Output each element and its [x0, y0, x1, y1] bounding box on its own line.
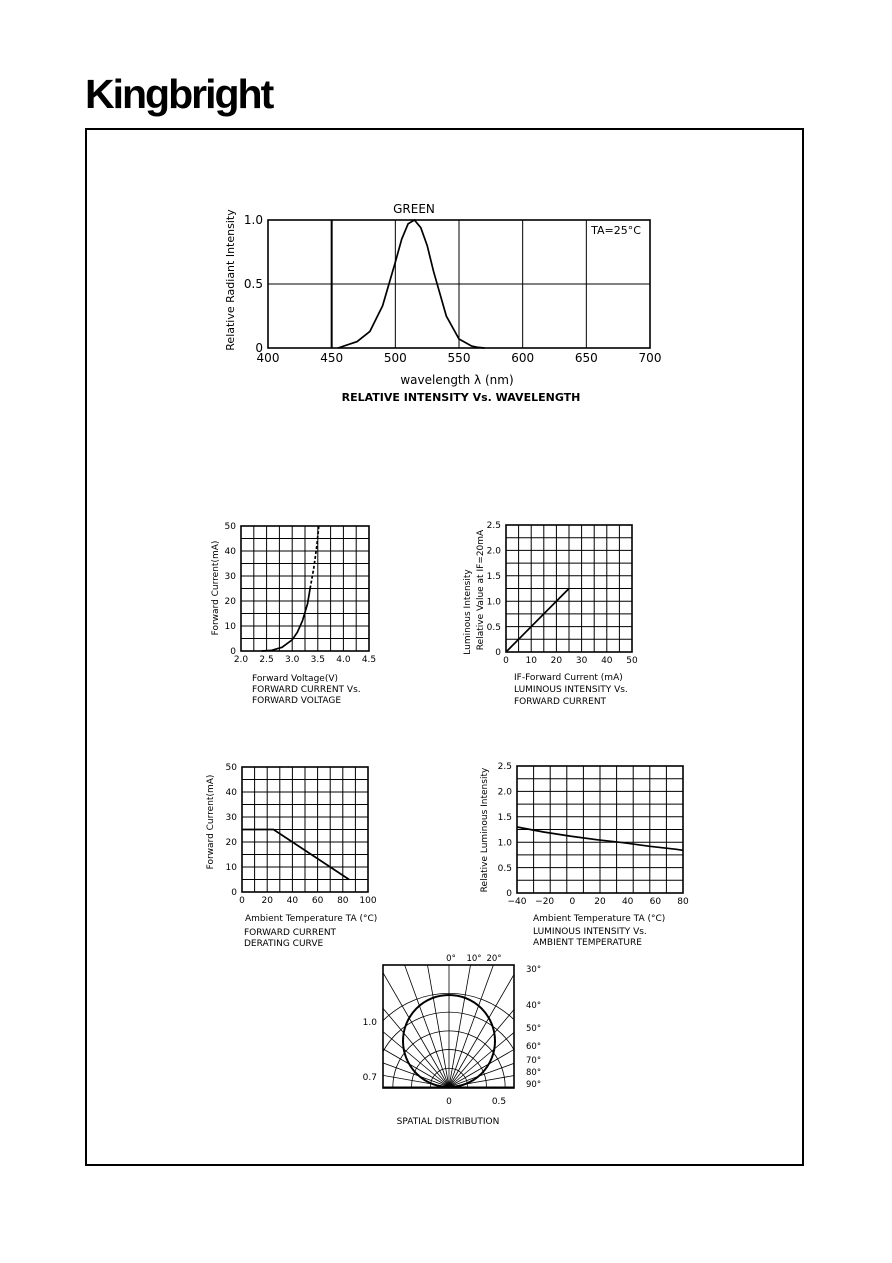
polar-bottom-label: 0.5 [491, 1097, 507, 1107]
derating-xtick-label: 60 [311, 896, 324, 906]
polar-frame [383, 965, 514, 1088]
iv-ytick-label: 30 [224, 572, 236, 583]
li-x-axis-label: IF-Forward Current (mA) [514, 673, 623, 683]
temp-title-line: AMBIENT TEMPERATURE [533, 938, 642, 948]
li-y-axis-label: Luminous Intensity [463, 569, 473, 655]
polar-angle-label: 70° [526, 1056, 542, 1066]
li-xtick-label: 50 [626, 656, 638, 666]
derating-ytick-label: 40 [225, 788, 237, 799]
polar-angle-label: 90° [526, 1080, 542, 1090]
li-ytick-label: 1.5 [486, 571, 501, 582]
derating-ytick-label: 50 [225, 763, 237, 774]
iv-xtick-label: 3.0 [285, 655, 300, 665]
temp-xtick-label: 80 [677, 897, 689, 907]
li-xtick-label: 20 [550, 656, 563, 666]
polar-angle-label: 0° [446, 954, 456, 964]
temp-xtick-label: 20 [594, 897, 606, 907]
temp-title-line: LUMINOUS INTENSITY Vs. [533, 927, 647, 937]
iv-ytick-label: 50 [224, 522, 236, 533]
li-ytick-label: 2.5 [486, 521, 501, 532]
li-ytick-label: 1.0 [486, 597, 501, 608]
spectrum-xtick-label: 400 [256, 351, 280, 365]
iv-xtick-label: 2.5 [259, 655, 274, 665]
polar-plot-group [293, 931, 605, 1181]
li-title-line: FORWARD CURRENT [514, 697, 607, 707]
iv-title-line: FORWARD VOLTAGE [252, 696, 342, 706]
iv-ytick-label: 20 [224, 597, 236, 608]
derating-ytick-label: 10 [225, 863, 237, 874]
derating-title-line: DERATING CURVE [244, 939, 324, 949]
temp-y-axis-label: Relative Luminous Intensity [480, 767, 490, 893]
temp-xtick-label: 0 [569, 897, 576, 907]
temp-xtick-label: 40 [621, 897, 634, 907]
polar-angle-label: 50° [526, 1024, 542, 1034]
spectrum-title: RELATIVE INTENSITY Vs. WAVELENGTH [341, 391, 581, 404]
spectrum-xtick-label: 650 [574, 351, 598, 365]
li-xtick-label: 10 [525, 656, 537, 666]
iv-ytick-label: 10 [224, 622, 236, 633]
polar-angle-label: 30° [526, 965, 542, 975]
derating-xtick-label: 40 [286, 896, 299, 906]
polar-angle-label: 10° [466, 954, 482, 964]
polar-radial-label: 1.0 [362, 1018, 377, 1028]
derating-ytick-label: 0 [231, 888, 237, 899]
iv-xtick-label: 4.0 [336, 655, 351, 665]
derating-x-axis-label: Ambient Temperature TA (°C) [245, 914, 378, 924]
spectrum-xtick-label: 700 [638, 351, 662, 365]
spectrum-xtick-label: 600 [511, 351, 535, 365]
li-xtick-label: 0 [503, 656, 509, 666]
spectrum-temperature-annotation: TA=25°C [591, 224, 641, 237]
iv-ytick-label: 40 [224, 547, 236, 558]
temp-ytick-label: 2.5 [497, 762, 512, 773]
temp-x-axis-label: Ambient Temperature TA (°C) [533, 914, 666, 924]
polar-angle-label: 60° [526, 1042, 542, 1052]
spectrum-ytick-label: 0.5 [243, 277, 263, 292]
temp-ytick-label: 1.0 [497, 838, 512, 849]
temp-xtick-label: −20 [535, 897, 555, 907]
iv-title-line: FORWARD CURRENT Vs. [252, 685, 361, 695]
spectrum-series-label: GREEN [393, 202, 435, 216]
spectrum-xtick-label: 450 [320, 351, 344, 365]
li-ytick-label: 0 [495, 648, 501, 659]
derating-ytick-label: 20 [225, 838, 237, 849]
iv-xtick-label: 3.5 [310, 655, 325, 665]
polar-angle-line [449, 1009, 584, 1087]
spectrum-y-axis-label: Relative Radiant Intensity [224, 209, 237, 351]
derating-xtick-label: 20 [261, 896, 273, 906]
derating-y-axis-label: Forward Current(mA) [206, 774, 216, 870]
iv-xtick-label: 4.5 [361, 655, 377, 665]
polar-title: SPATIAL DISTRIBUTION [396, 1117, 500, 1127]
li-xtick-label: 30 [575, 656, 588, 666]
brand-logo: Kingbright [85, 71, 273, 117]
spectrum-xtick-label: 550 [447, 351, 471, 365]
temp-ytick-label: 0.5 [497, 863, 512, 874]
iv-ytick-label: 0 [230, 647, 236, 658]
spectrum-ytick-label: 0 [255, 341, 263, 356]
derating-xtick-label: 80 [337, 896, 349, 906]
temp-ytick-label: 0 [506, 889, 512, 900]
li-ytick-label: 0.5 [486, 622, 501, 633]
temp-xtick-label: −40 [507, 897, 527, 907]
iv-x-axis-label: Forward Voltage(V) [252, 674, 338, 684]
li-title-line: LUMINOUS INTENSITY Vs. [514, 685, 628, 695]
derating-ytick-label: 30 [225, 813, 237, 824]
polar-radial-label: 0.7 [362, 1073, 377, 1083]
iv-y-axis-label: Forward Current(mA) [211, 540, 221, 636]
derating-xtick-label: 100 [359, 896, 377, 906]
spectrum-ytick-label: 1.0 [243, 213, 263, 228]
li-xtick-label: 40 [601, 656, 613, 666]
spectrum-xtick-label: 500 [383, 351, 407, 365]
spectrum-x-axis-label: wavelength λ (nm) [400, 373, 514, 387]
li-series-line [506, 589, 569, 653]
iv-series-line [262, 589, 311, 652]
iv-xtick-label: 2.0 [233, 655, 249, 665]
polar-angle-label: 20° [486, 954, 502, 964]
polar-bottom-label: 0 [446, 1097, 452, 1107]
derating-title-line: FORWARD CURRENT [244, 928, 337, 938]
temp-xtick-label: 60 [649, 897, 662, 907]
polar-angle-label: 40° [526, 1001, 542, 1011]
li-y-axis-label: Relative Value at IF=20mA [476, 529, 486, 651]
polar-angle-label: 80° [526, 1068, 542, 1078]
li-ytick-label: 2.0 [486, 546, 501, 557]
temp-ytick-label: 2.0 [497, 787, 512, 798]
derating-xtick-label: 0 [239, 896, 245, 906]
temp-ytick-label: 1.5 [497, 812, 512, 823]
polar-angle-line [314, 1009, 449, 1087]
